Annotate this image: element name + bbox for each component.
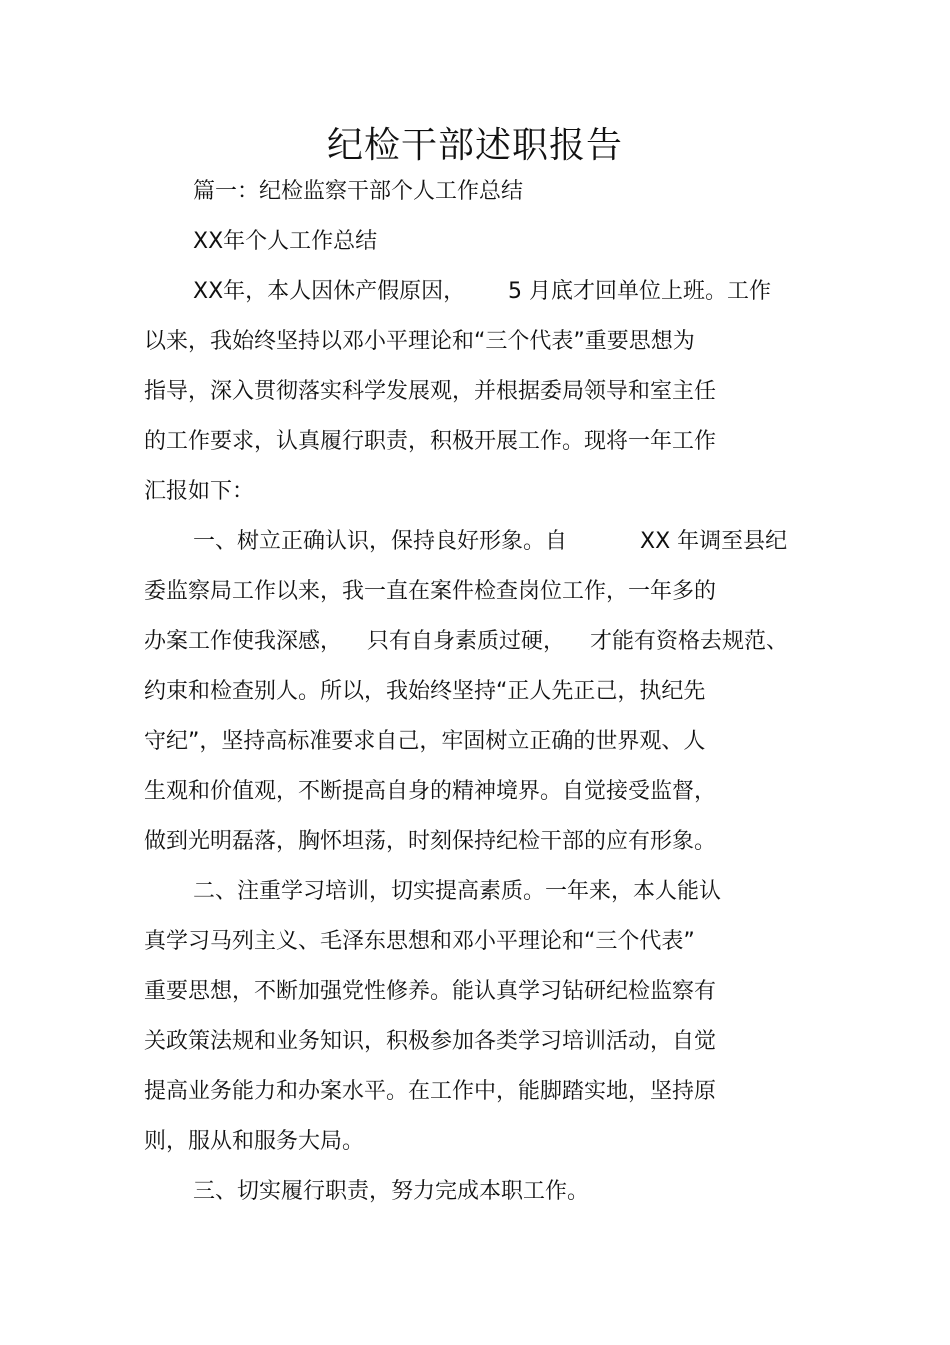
body-line [0, 576, 950, 608]
body-line [0, 1076, 950, 1108]
text-segment: XX 年调至县纪 [640, 529, 788, 554]
text-segment: 守纪”，坚持高标准要求自己，牢固树立正确的世界观、人 [144, 729, 706, 754]
text-segment: 提高业务能力和办案水平。在工作中，能脚踏实地，坚持原 [144, 1079, 717, 1104]
text-segment: 一、树立正确认识，保持良好形象。自 [193, 529, 568, 554]
text-segment: 只有自身素质过硬， [367, 629, 566, 654]
subtitle-text: XX年个人工作总结 [193, 229, 378, 254]
body-line [0, 826, 950, 858]
body-line [0, 626, 950, 658]
body-line [0, 976, 950, 1008]
text-segment: 才能有资格去规范、 [590, 629, 789, 654]
body-line [0, 1126, 950, 1158]
body-line [0, 526, 950, 558]
body-line [0, 876, 950, 908]
text-segment: 办案工作使我深感， [144, 629, 343, 654]
body-line [0, 1026, 950, 1058]
body-line [0, 676, 950, 708]
text-segment: 5 月底才回单位上班。工作 [508, 279, 771, 304]
text-segment: 三、切实履行职责，努力完成本职工作。 [193, 1179, 590, 1204]
text-segment: 真学习马列主义、毛泽东思想和邓小平理论和“三个代表” [144, 929, 695, 954]
text-segment: 二、注重学习培训，切实提高素质。一年来，本人能认 [193, 879, 722, 904]
text-segment: 生观和价值观，不断提高自身的精神境界。自觉接受监督， [144, 779, 717, 804]
text-segment: 汇报如下： [144, 479, 255, 504]
document-title: 纪检干部述职报告 [326, 125, 623, 166]
text-segment: 重要思想，不断加强党性修养。能认真学习钻研纪检监察有 [144, 979, 717, 1004]
text-segment: 约束和检查别人。所以，我始终坚持“正人先正己，执纪先 [144, 679, 706, 704]
body-line [0, 926, 950, 958]
text-segment: 做到光明磊落，胸怀坦荡，时刻保持纪检干部的应有形象。 [144, 829, 717, 854]
text-segment: 以来，我始终坚持以邓小平理论和“三个代表”重要思想为 [144, 329, 695, 354]
text-segment: 关政策法规和业务知识，积极参加各类学习培训活动，自觉 [144, 1029, 717, 1054]
section-heading-text: 篇一：纪检监察干部个人工作总结 [193, 179, 524, 204]
text-segment: 则，服从和服务大局。 [144, 1129, 365, 1154]
body-line [0, 276, 950, 308]
text-segment: 委监察局工作以来，我一直在案件检查岗位工作，一年多的 [144, 579, 717, 604]
body-line [0, 376, 950, 408]
body-line [0, 1176, 950, 1208]
text-segment: 指导，深入贯彻落实科学发展观，并根据委局领导和室主任 [144, 379, 717, 404]
body-line [0, 476, 950, 508]
section-heading [0, 176, 950, 208]
body-line [0, 426, 950, 458]
text-segment: 的工作要求，认真履行职责，积极开展工作。现将一年工作 [144, 429, 717, 454]
text-segment: XX年，本人因休产假原因， [193, 279, 466, 304]
subtitle [0, 226, 950, 258]
body-line [0, 726, 950, 758]
body-line [0, 776, 950, 808]
body-line [0, 326, 950, 358]
